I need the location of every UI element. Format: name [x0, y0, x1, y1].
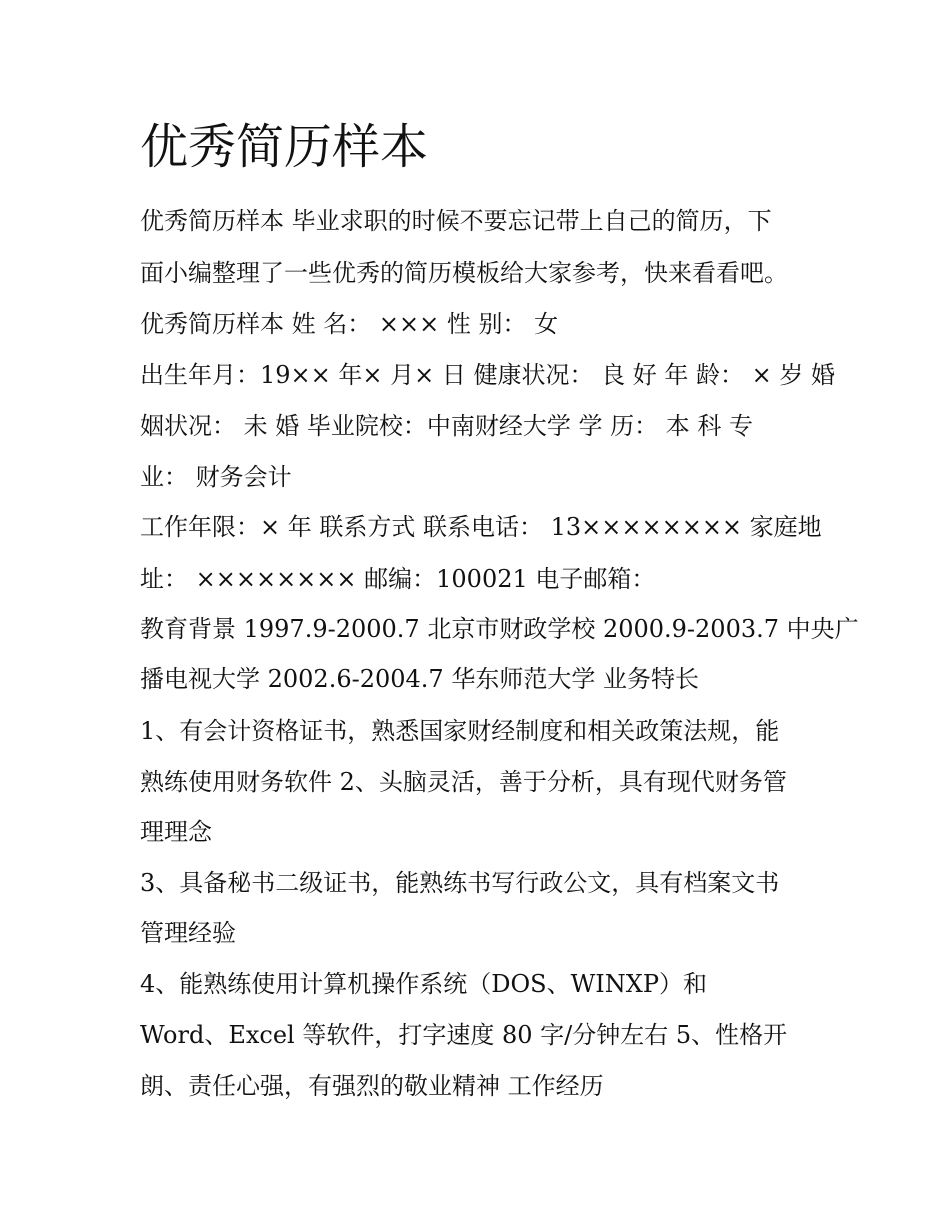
- text-line: 优秀简历样本 姓 名： ××× 性 别： 女: [140, 310, 559, 338]
- text-line: 工作年限：× 年 联系方式 联系电话： 13×××××××× 家庭地: [140, 513, 822, 541]
- text-line: 管理经验: [140, 919, 236, 947]
- text-line: 1、有会计资格证书，熟悉国家财经制度和相关政策法规，能: [140, 717, 780, 745]
- text-line: 3、具备秘书二级证书，能熟练书写行政公文，具有档案文书: [140, 869, 780, 897]
- text-line: 优秀简历样本 毕业求职的时候不要忘记带上自己的简历，下: [140, 207, 772, 235]
- text-line: 姻状况： 未 婚 毕业院校：中南财经大学 学 历： 本 科 专: [140, 412, 754, 440]
- text-line: 址： ×××××××× 邮编：100021 电子邮箱：: [140, 565, 656, 593]
- document-title: 优秀简历样本: [140, 119, 429, 175]
- text-line: 业： 财务会计: [140, 463, 292, 491]
- text-line: 理理念: [140, 818, 212, 846]
- text-line: 熟练使用财务软件 2、头脑灵活，善于分析，具有现代财务管: [140, 768, 787, 796]
- text-line: 教育背景 1997.9-2000.7 北京市财政学校 2000.9-2003.7 中央广: [140, 615, 859, 643]
- text-line: 出生年月：19×× 年× 月× 日 健康状况： 良 好 年 龄： × 岁 婚: [140, 361, 836, 389]
- text-line: 朗、责任心强，有强烈的敬业精神 工作经历: [140, 1072, 604, 1100]
- text-line: 4、能熟练使用计算机操作系统（DOS、WINXP）和: [140, 970, 708, 998]
- text-line: Word、Excel 等软件，打字速度 80 字/分钟左右 5、性格开: [140, 1021, 788, 1049]
- text-line: 面小编整理了一些优秀的简历模板给大家参考，快来看看吧。: [140, 259, 788, 287]
- text-line: 播电视大学 2002.6-2004.7 华东师范大学 业务特长: [140, 665, 699, 693]
